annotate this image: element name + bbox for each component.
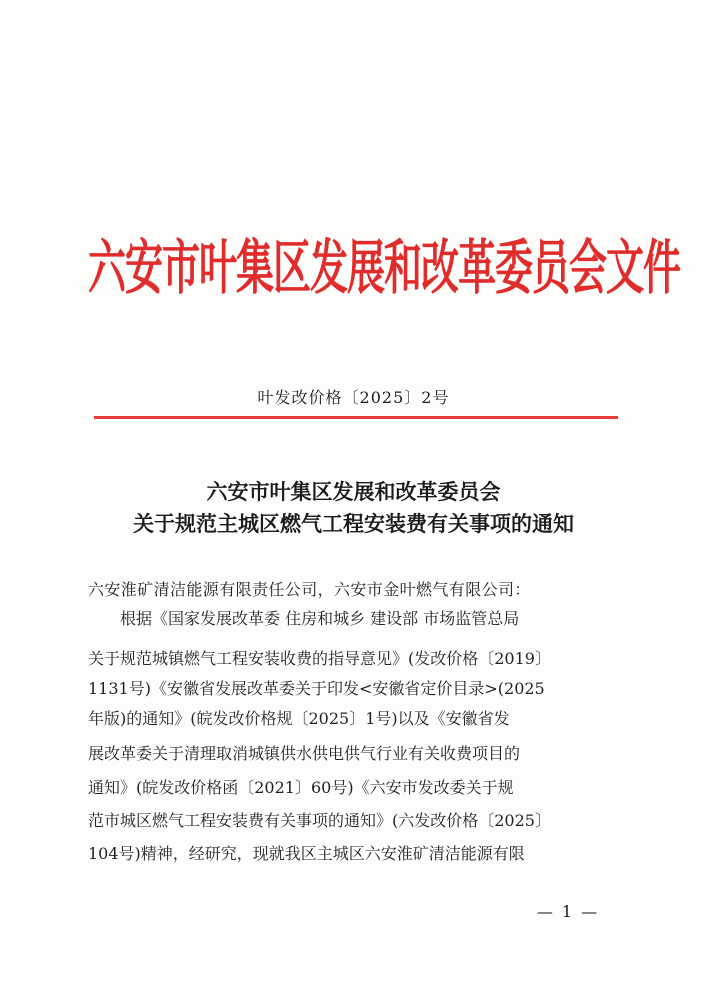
page-number: — 1 — [536, 902, 600, 921]
issuer-red-header: 六安市叶集区发展和改革委员会文件 [88, 233, 681, 303]
red-separator-line [94, 416, 618, 419]
body-line: 范市城区燃气工程安装费有关事项的通知》(六发改价格〔2025〕 [88, 811, 551, 830]
body-line: 展改革委关于清理取消城镇供水供电供气行业有关收费项目的 [88, 744, 521, 763]
document-title-line-1: 六安市叶集区发展和改革委员会 [206, 479, 501, 504]
body-line: 年版)的通知》(皖发改价格规〔2025〕1号)以及《安徽省发 [88, 709, 510, 728]
body-line: 104号)精神，经研究，现就我区主城区六安淮矿清洁能源有限 [88, 844, 525, 863]
body-line: 1131号)《安徽省发展改革委关于印发<安徽省定价目录>(2025 [88, 679, 545, 698]
document-number: 叶发改价格〔2025〕2号 [257, 388, 450, 407]
addressee-line: 六安淮矿清洁能源有限责任公司，六安市金叶燃气有限公司： [88, 580, 531, 599]
document-title-line-2: 关于规范主城区燃气工程安装费有关事项的通知 [133, 511, 574, 536]
body-line: 根据《国家发展改革委 住房和城乡 建设部 市场监管总局 [120, 609, 520, 628]
body-line: 关于规范城镇燃气工程安装收费的指导意见》(发改价格〔2019〕 [88, 649, 551, 668]
body-line: 通知》(皖发改价格函〔2021〕60号)《六安市发改委关于规 [88, 778, 514, 797]
